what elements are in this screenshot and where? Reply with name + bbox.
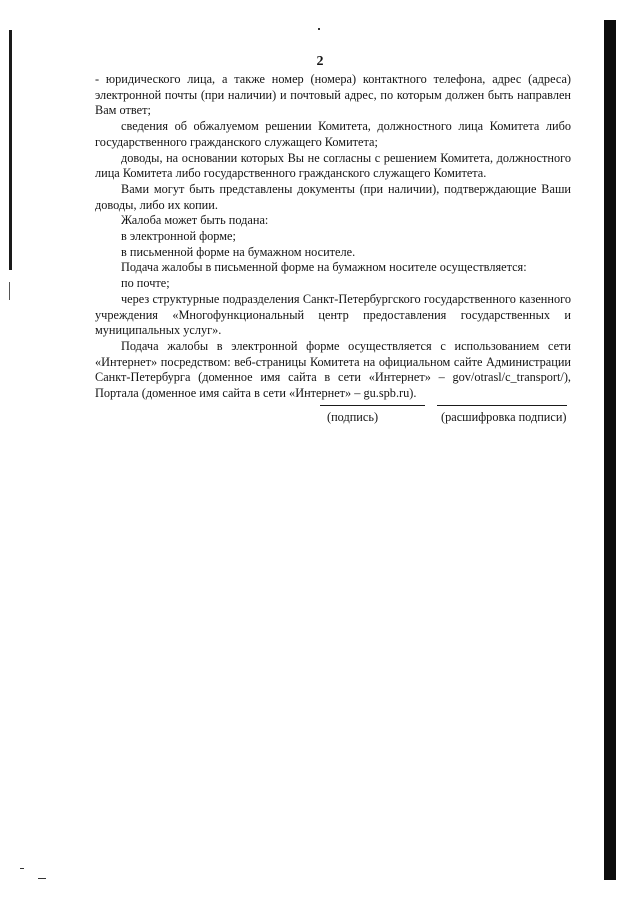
- signature-block: [0, 405, 640, 445]
- paragraph: Подача жалобы в электронной форме осуществляется с использованием сети «Интернет» посредством: веб-страницы Комитета на официальном сайте Администрации Санкт-Петербурга (доменное имя сайта в сети «Интернет» – gov/otrasl/c_transport/), Портала (доменное имя сайта в сети «Интернет» – gu.spb.ru).: [95, 338, 571, 401]
- scan-edge-left-mark: [9, 282, 10, 300]
- transcript-label: (расшифровка подписи): [441, 410, 567, 424]
- paragraph: по почте;: [121, 276, 170, 291]
- paragraph: через структурные подразделения Санкт-Петербургского государственного казенного учреждения «Многофункциональный центр предоставления государственных и муниципальных услуг».: [95, 291, 571, 338]
- document-body: [95, 72, 571, 402]
- signature-label: (подпись): [327, 410, 379, 424]
- paragraph: доводы, на основании которых Вы не согласны с решением Комитета, должностного лица Комитета либо государственного гражданского служащего Комитета.: [95, 150, 571, 181]
- paragraph: Жалоба может быть подана:: [121, 213, 269, 228]
- paragraph: - юридического лица, а также номер (номера) контактного телефона, адрес (адреса) электронной почты (при наличии) и почтовый адрес, по которым должен быть направлен Вам ответ;: [95, 72, 571, 118]
- paragraph: в электронной форме;: [121, 229, 236, 244]
- signature-line: [320, 405, 425, 406]
- scan-speck: [38, 878, 46, 879]
- paragraph: в письменной форме на бумажном носителе.: [121, 244, 356, 259]
- scan-speck: [20, 868, 24, 869]
- paragraph: Вами могут быть представлены документы (при наличии), подтверждающие Ваши доводы, либо их копии.: [95, 181, 571, 212]
- paragraph: сведения об обжалуемом решении Комитета, должностного лица Комитета либо государственного гражданского служащего Комитета;: [95, 119, 571, 149]
- page-number: 2: [316, 54, 324, 69]
- paragraph: Подача жалобы в письменной форме на бумажном носителе осуществляется:: [121, 260, 527, 275]
- transcript-line: [437, 405, 567, 406]
- scan-edge-right: [604, 20, 616, 880]
- scan-speck: [318, 28, 320, 30]
